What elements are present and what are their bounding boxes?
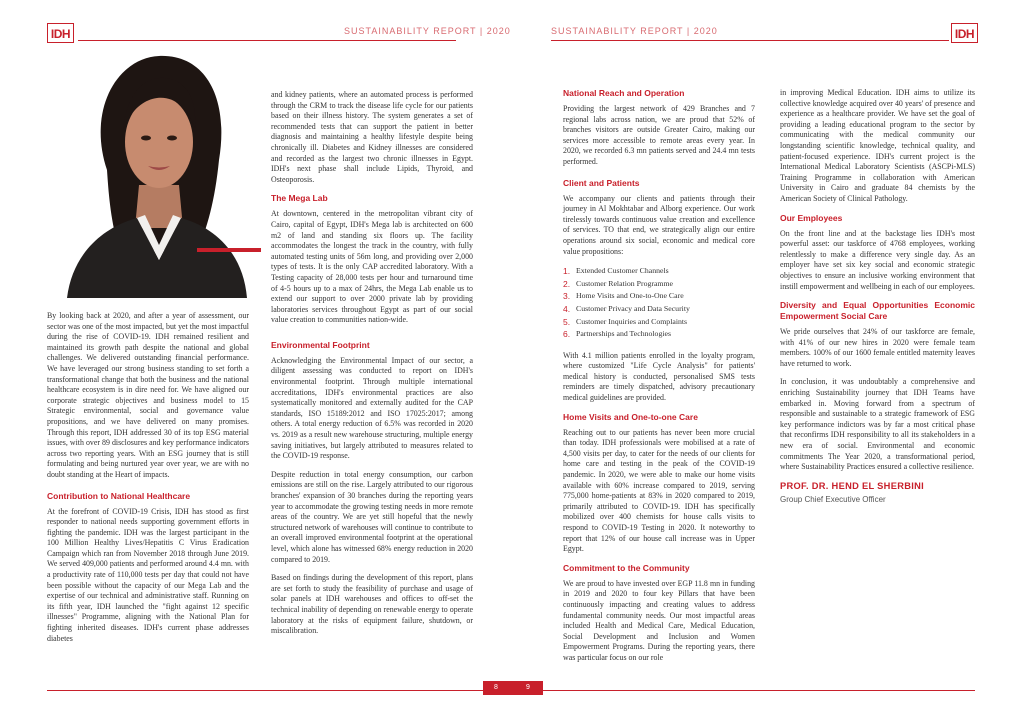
signature-title: Group Chief Executive Officer — [780, 495, 886, 505]
intro-paragraph: By looking back at 2020, and after a year of assessment, our sector was one of the most impacted, but yet the most impactful during the rise of COVID-19. IDH remained resilient and maintained its growth path despite the national and global challenges. We delivered outstanding financial performance. We have leveraged our strong business standing to set forth a transformational change that both the business and the national healthcare ecosystem is in dire need for. We have aligned our corporate strategic objectives and business model to 15 Strategic environmental, social and governance value propositions, and we have delivered on many promises. Through this report, IDH addressed 30 of its top ESG material issues, with over 89 disclosures and key performance indicators across two reporting years. With an ESG journey that is still formulating and being nurtured year over year, we are with no doubt standing at the Heart of impacts. — [47, 311, 249, 479]
page-number-left: 8 — [494, 684, 498, 691]
idh-logo-left: IDH — [47, 23, 74, 43]
column-4 — [780, 88, 975, 506]
list-text: Customer Inquiries and Complaints — [576, 316, 688, 326]
list-number: 6. — [563, 329, 571, 340]
page-number-bar — [483, 681, 543, 695]
diversity-paragraph: We pride ourselves that 24% of our taskforce are female, with 41% of our new hires in 2020 were female team members. 100% of our 1600 female entitled maternity leaves have returned to work. — [780, 327, 975, 368]
employees-paragraph: On the front line and at the backstage lies IDH's most powerful asset: our taskforce of 4768 employees, working relentlessly to make a difference very single day. As an employer have set six key social and economic strategic objectives to ensure an inclusive working environment that instill empowerment and wellbeing in each of our employees. — [780, 228, 975, 291]
list-text: Home Visits and One-to-One Care — [576, 291, 684, 301]
conclusion-paragraph: In conclusion, it was undoubtably a comprehensive and enriching Sustainability journey that IDH Teams have embarked in. Moving forward from a spectrum of responsible and sustainable to a strategic framework of ESG key performance indictors was by far a most critical phase that reconfirms IDH responsibility to all its stakeholders in a new era of social. Environmental and economic commitments The Year 2020, a transformational period, where Sustainability Practices ensured a collective resilience. — [780, 377, 975, 472]
list-item — [563, 278, 755, 291]
reach-paragraph: Providing the largest network of 429 Branches and 7 regional labs across nation, we are proud that 52% of branches visitors are outside Greater Cairo, making our services more accessible to remote areas every year. In 2020, we recorded 6.3 mn patients served and 24.4 mn tests performed. — [563, 104, 755, 166]
reach-heading: National Reach and Operation — [563, 88, 685, 98]
ceo-portrait — [47, 50, 261, 298]
environmental-paragraph-2: Despite reduction in total energy consumption, our carbon emissions are still on the rise. Largely attributed to our rigorous branches' expansion of 30 branches during the reporting years year to accommodate the growing testing needs in more remote areas of the country. We are yet still hopeful that the newly structured network of warehouses will continue to contribute to an overall improved environmental footprint at the operational level, which alone has witnessed 68% energy reduction in 2020 compared to 2019. — [271, 469, 473, 564]
list-item — [563, 265, 755, 278]
header-title-right: SUSTAINABILITY REPORT | 2020 — [551, 26, 718, 36]
environmental-paragraph-3: Based on findings during the development of this report, plans are set forth to study the feasibility of purchase and usage of solar panels at IDH warehouses and offices to off-set the technical inability of depending on renewable energy to operate laboratory at the risks of equipment failure, shutdown, or miscalibration. — [271, 573, 473, 636]
education-paragraph: in improving Medical Education. IDH aims to utilize its collective knowledge acquired over 40 years' of presence and experience as a healthcare provider. We have set the goal of providing a leading educational program to the sector by communicating with the medical community our longstanding scientific knowledge, technical quality, and patient-focused experience. IDH's current project is the International Medical Laboratory Scientists (ASCPi-MLS) Training Programme in collaboration with American University in Cairo and graduate 84 chemists by the American Society of Clinical Pathology. — [780, 88, 975, 203]
column-2 — [271, 90, 473, 645]
page-number-right: 9 — [526, 684, 530, 691]
contribution-paragraph: At the forefront of COVID-19 Crisis, IDH has stood as first responder to national needs supporting government efforts in fighting the pandemic. IDH was the largest participant in the 100 Million Healthy Lives/Hepatitis C Virus Eradication Campaign which ran from November 2018 through June 2019. We served 409,000 patients and performed around 4.4 mn. with a productivity rate of 110,000 tests per day that could not have been possible without the capacity of our Mega Lab and the expertise of our technical and administrative staff. Running on its fifth year, IDH launched the "fight against 12 specific illnesses" Programme, aligning with the National Plan for fighting inherited diseases. IDH's current phase addresses diabetes — [47, 506, 249, 643]
header-title-left: SUSTAINABILITY REPORT | 2020 — [344, 26, 511, 36]
signature-name: PROF. DR. HEND EL SHERBINI — [780, 480, 924, 491]
list-number: 4. — [563, 303, 571, 314]
megalab-paragraph: At downtown, centered in the metropolitan vibrant city of Cairo, capital of Egypt, IDH's Mega lab is architected on 600 m2 of land and standing six floors up. The facility accommodates the longest the track in the country, with fully automated testing units of 56m long, and providing over 2,000 types of tests. It is the only CAP accredited laboratory. With a Testing capacity of 28,000 tests per hour and turnaround time of 4-5 hours up to a max of 24hrs, the Mega Lab enable us to extend our support to over 2000 private lab by providing laboratories services throughout Egypt as part of our social value creation to communities nation-wide. — [271, 209, 473, 325]
loyalty-paragraph: With 4.1 million patients enrolled in the loyalty program, where customized "Life Cycle Analysis" for patients' medical history is conducted, personalised SMS tests reminders are timely dispatched, advisory precautionary medical guidelines are provided. — [563, 350, 755, 403]
list-text: Partnerships and Technologies — [576, 329, 672, 339]
list-text: Extended Customer Channels — [576, 266, 669, 276]
list-number: 3. — [563, 291, 571, 302]
environmental-heading: Environmental Footprint — [271, 339, 370, 350]
list-text: Customer Privacy and Data Security — [576, 303, 690, 313]
home-visits-paragraph: Reaching out to our patients has never been more crucial than today. IDH professionals were mobilised at a rate of 4,500 visits per day, to cater for the needs of our clients for home care and testing in the peak of the COVID-19 pandemic. In 2020, we were able to make our home visits available with 60% increase compared to 2019, serving 775,000 home-patients at 83% in 2020 compared to 2019, primarily attributed to COVID-19. IDH has specifically mobilized over 400 chemists for house calls visits to respond to COVID-19 Testing in 2020. It noteworthy to report that 12% of our house call increase was in Upper Egypt. — [563, 427, 755, 554]
footer-rule-right — [543, 690, 975, 691]
home-visits-heading: Home Visits and One-to-one Care — [563, 411, 698, 422]
clients-heading: Client and Patients — [563, 177, 640, 188]
environmental-paragraph-1: Acknowledging the Environmental Impact of our sector, a diligent assessing was conducted to report on IDH's environmental footprint. Through multiple international accreditations, IDH's environmental practices are also systematically monitored and externally audited for the CAP standards, ISO 15189:2012 and ISO 17025:2017; among others. A total energy reduction of 6.5% was recorded in 2020 vs. 2019 as a result new warehouse structuring, multiple energy saving initiatives, but largely attributed to measures related to the COVID-19 response. — [271, 355, 473, 461]
column-3 — [563, 88, 755, 672]
megalab-heading: The Mega Lab — [271, 193, 328, 204]
footer-rule-left — [47, 690, 483, 691]
community-paragraph: We are proud to have invested over EGP 11.8 mn in funding in 2019 and 2020 to four key Pillars that have been continuously impacting and creating values to address fundamental community needs. Our most impactful areas included Health and Medical Care, Medical Education, Social Development and Inclusion and Women Empowerment Programs. During the reporting years, there was particular focus on our role — [563, 578, 755, 662]
list-text: Customer Relation Programme — [576, 278, 674, 288]
list-item — [563, 303, 755, 316]
value-propositions-list — [563, 265, 755, 341]
employees-heading: Our Employees — [780, 212, 843, 223]
community-heading: Commitment to the Community — [563, 562, 690, 573]
clients-paragraph: We accompany our clients and patients through their journey in Al Mokhtabar and Alborg experience. Our work tirelessly towards continuous value creation and excellence of services. TO that end, we strategically align our entire operations around six social, economic and medical core value propositions: — [563, 193, 755, 256]
diversity-heading: Diversity and Equal Opportunities Economic Empowerment Social Care — [780, 300, 975, 322]
idh-logo-right: IDH — [951, 23, 978, 43]
list-item — [563, 316, 755, 329]
contribution-heading: Contribution to National Healthcare — [47, 490, 191, 501]
continuation-paragraph: and kidney patients, where an automated process is performed through the CRM to track the disease life cycle for our patients based on their illness history. The system generates a set of recommended tests that can support the patient in better diagnosis and maintaining a healthy lifestyle despite being chronically ill. Diabetes and Kidney illnesses are considered and recorded as the largest two chronic illnesses in Egypt. IDH's next phase shall include Lipids, Thyroid, and Osteoporosis. — [271, 90, 473, 184]
column-1 — [47, 311, 249, 652]
list-number: 1. — [563, 266, 571, 277]
header-rule-left — [78, 40, 456, 41]
header-rule-right — [551, 40, 949, 41]
list-number: 2. — [563, 278, 571, 289]
list-number: 5. — [563, 316, 571, 327]
list-item — [563, 328, 755, 341]
list-item — [563, 290, 755, 303]
